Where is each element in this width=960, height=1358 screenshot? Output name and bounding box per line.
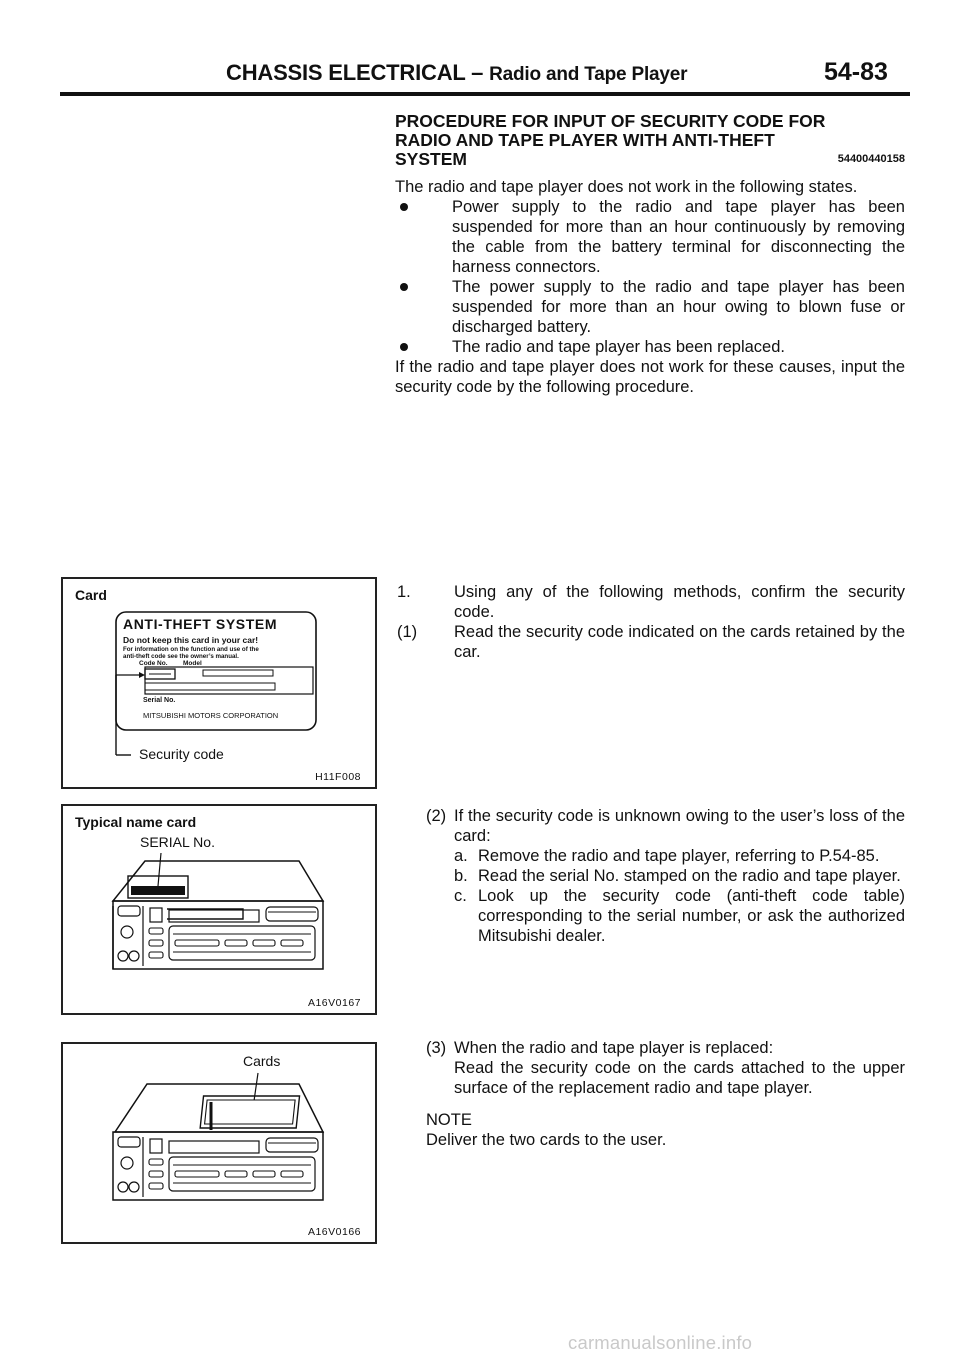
substep-3-text-1: When the radio and tape player is replaced: bbox=[454, 1039, 774, 1057]
page-header-title bbox=[226, 60, 687, 86]
bullet-dot bbox=[400, 343, 408, 351]
substep-3-text-2: Read the security code on the cards attached to the upper surface of the replacement radio and tape player. bbox=[454, 1059, 905, 1097]
substep-2a-text: Remove the radio and tape player, referring to P.54-85. bbox=[478, 847, 880, 865]
figure-name-card-code: A16V0167 bbox=[307, 997, 361, 1009]
card-info-line-2: anti-theft code see the owner’s manual. bbox=[123, 653, 239, 660]
substep-2a bbox=[454, 846, 905, 866]
figure-card-code: H11F008 bbox=[315, 771, 361, 783]
reference-code: 54400440158 bbox=[837, 153, 905, 165]
step-1-row bbox=[397, 582, 905, 622]
figure-name-card bbox=[61, 804, 377, 1015]
card-warning: Do not keep this card in your car! bbox=[123, 635, 259, 645]
substep-2c-label: c. bbox=[454, 887, 467, 905]
substep-2-row bbox=[426, 806, 905, 846]
substep-3-row bbox=[426, 1038, 905, 1098]
bullet-text: Power supply to the radio and tape player has been suspended for more than an hour continuously by removing the cable from the battery terminal for disconnecting the harness connectors. bbox=[452, 198, 905, 276]
heading-line-3: SYSTEM bbox=[395, 149, 467, 169]
substep-2a-label: a. bbox=[454, 847, 468, 865]
section-subtitle: Radio and Tape Player bbox=[489, 64, 688, 85]
substep-2b bbox=[454, 866, 905, 886]
bullet-item bbox=[395, 337, 905, 357]
figure-card bbox=[61, 577, 377, 789]
card-info-line-1: For information on the function and use of the bbox=[123, 646, 259, 653]
substep-2b-text: Read the serial No. stamped on the radio and tape player. bbox=[478, 867, 901, 885]
card-code-no-label: Code No. bbox=[139, 660, 168, 667]
step-1-text: Using any of the following methods, confirm the security code. bbox=[454, 583, 905, 621]
heading-line-2: RADIO AND TAPE PLAYER WITH ANTI-THEFT bbox=[395, 130, 775, 150]
title-dash: – bbox=[471, 60, 484, 85]
bullet-dot bbox=[400, 203, 408, 211]
card-title: ANTI-THEFT SYSTEM bbox=[123, 616, 278, 632]
step-1 bbox=[397, 582, 905, 662]
figure-card-caption: Card bbox=[75, 587, 107, 603]
figure-cards bbox=[61, 1042, 377, 1244]
substep-2-label: (2) bbox=[426, 807, 447, 825]
security-code-callout: Security code bbox=[139, 746, 224, 762]
bullet-item bbox=[395, 197, 905, 277]
bullet-item bbox=[395, 277, 905, 337]
note-label: NOTE bbox=[426, 1111, 472, 1129]
substep-3 bbox=[426, 1038, 905, 1150]
card-model-label: Model bbox=[183, 660, 202, 667]
name-card-radio-illustration bbox=[63, 806, 375, 1013]
substep-1-text: Read the security code indicated on the cards retained by the car. bbox=[454, 623, 905, 661]
substep-2c-text: Look up the security code (anti-theft code table) corresponding to the serial number, or ask the authorized Mitsubishi dealer. bbox=[478, 887, 905, 945]
cards-callout: Cards bbox=[243, 1053, 281, 1069]
bullet-dot bbox=[400, 283, 408, 291]
substep-2c bbox=[454, 886, 905, 946]
procedure-heading bbox=[395, 112, 915, 169]
heading-line-1: PROCEDURE FOR INPUT OF SECURITY CODE FOR bbox=[395, 111, 826, 131]
step-1-label: 1. bbox=[397, 583, 411, 601]
bullet-text: The radio and tape player has been replaced. bbox=[452, 338, 785, 356]
cards-radio-illustration bbox=[63, 1044, 375, 1242]
substep-2-text: If the security code is unknown owing to the user’s loss of the card: bbox=[454, 807, 905, 845]
closing-paragraph: If the radio and tape player does not work for these causes, input the security code by the following procedure. bbox=[395, 358, 905, 396]
header-divider bbox=[60, 92, 910, 96]
card-serial-label: Serial No. bbox=[143, 697, 176, 704]
serial-no-callout: SERIAL No. bbox=[140, 834, 215, 850]
section-title: CHASSIS ELECTRICAL bbox=[226, 60, 466, 85]
intro-paragraph: The radio and tape player does not work in the following states. bbox=[395, 178, 858, 196]
substep-1-label: (1) bbox=[397, 623, 418, 641]
substep-3-label: (3) bbox=[426, 1039, 447, 1057]
card-corporation: MITSUBISHI MOTORS CORPORATION bbox=[143, 711, 279, 720]
page-number: 54-83 bbox=[824, 58, 888, 86]
figure-name-card-caption: Typical name card bbox=[75, 814, 197, 830]
substep-2 bbox=[426, 806, 905, 946]
site-watermark: carmanualsonline.info bbox=[568, 1332, 753, 1353]
procedure-body bbox=[395, 177, 905, 397]
note-text: Deliver the two cards to the user. bbox=[426, 1131, 667, 1149]
substep-2b-label: b. bbox=[454, 867, 468, 885]
figure-cards-code: A16V0166 bbox=[307, 1226, 361, 1238]
substep-1 bbox=[397, 622, 905, 662]
bullet-text: The power supply to the radio and tape player has been suspended for more than an hour owing to blown fuse or discharged battery. bbox=[452, 278, 905, 336]
